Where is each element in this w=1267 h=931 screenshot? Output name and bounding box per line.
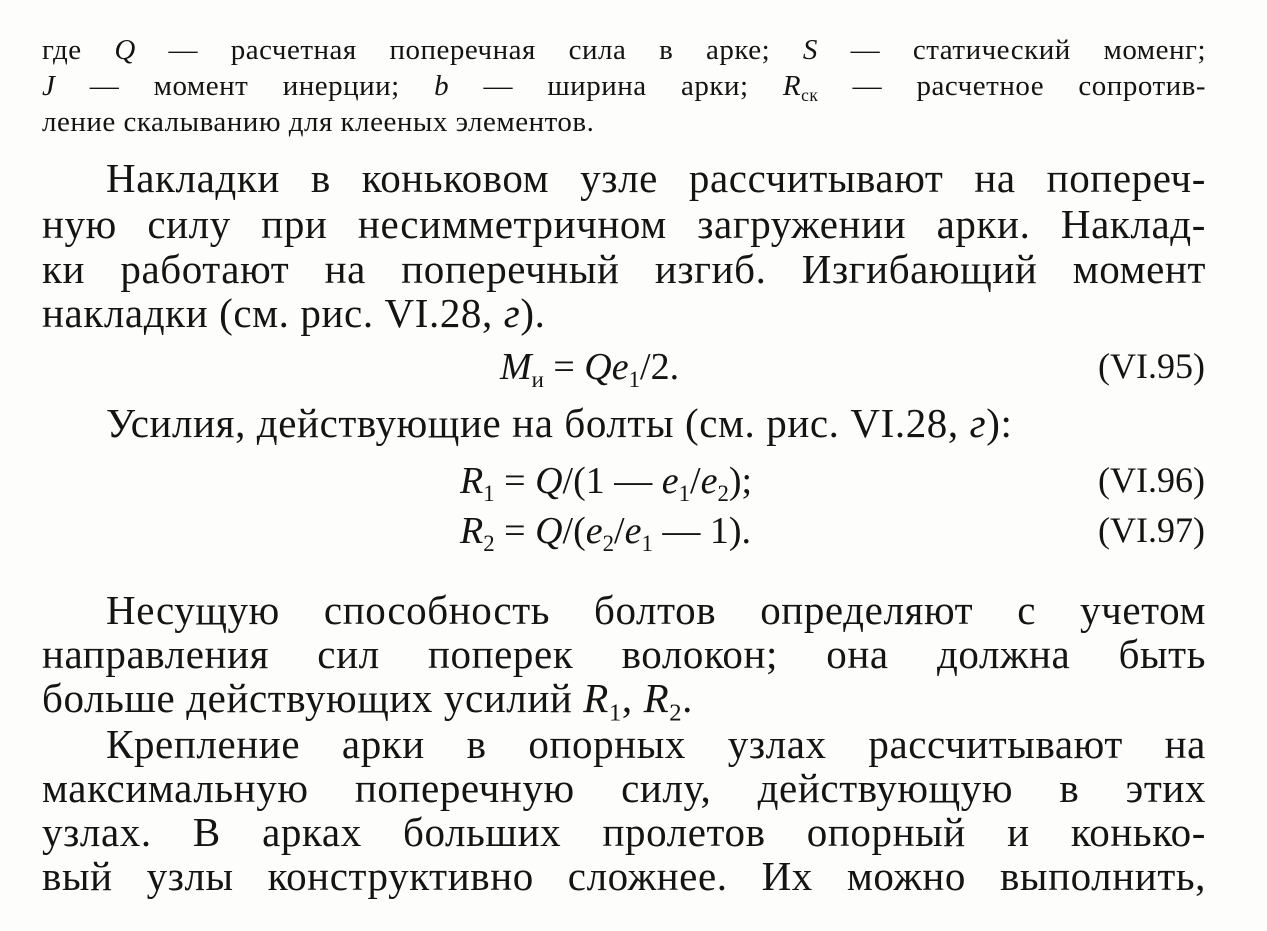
forces-intro-line: Усилия, действующие на болты (см. рис. VI.28, г): xyxy=(106,400,1013,446)
equation-vi-95-formula: $M_и = Qe_1/2$. xyxy=(500,346,680,392)
para1-line-1: Накладки в коньковом узле рассчитывают на попереч- xyxy=(106,155,1206,201)
para1-line-3: ки работают на поперечный изгиб. Изгибающий момент xyxy=(42,246,1206,292)
equation-vi-96-formula: $R_1 = Q/(1$ — $e_1/e_2$); xyxy=(460,460,753,506)
equation-vi-95 xyxy=(0,348,1267,394)
equation-vi-95-number: (VI.95) xyxy=(1098,346,1205,386)
equation-vi-97 xyxy=(0,512,1267,558)
equation-vi-96 xyxy=(0,462,1267,508)
footnote-line-1: где Q — расчетная поперечная сила в арке; S — статический моменг; xyxy=(42,34,1206,66)
para2-line-2: направления сил поперек волокон; она должна быть xyxy=(42,631,1206,677)
para3-line-3: узлах. В арках больших пролетов опорный и конько- xyxy=(42,809,1206,855)
equation-vi-97-formula: $R_2 = Q/(e_2/e_1$ — 1). xyxy=(460,510,752,556)
para3-line-1: Крепление арки в опорных узлах рассчитывают на xyxy=(106,721,1206,767)
equation-vi-97-number: (VI.97) xyxy=(1098,510,1205,550)
footnote-line-3: ление скалыванию для клееных элементов. xyxy=(42,106,595,138)
para2-line-1: Несущую способность болтов определяют с учетом xyxy=(106,587,1206,633)
footnote-line-2: J — момент инерции; b — ширина арки; $R_{ск}$ — расчетное сопротив- xyxy=(42,70,1206,106)
para3-line-2: максимальную поперечную силу, действующую в этих xyxy=(42,765,1206,811)
equation-vi-96-number: (VI.96) xyxy=(1098,460,1205,500)
para3-line-4: вый узлы конструктивно сложнее. Их можно выполнить, xyxy=(42,853,1206,899)
para2-line-3: больше действующих усилий $R_1$, $R_2$. xyxy=(42,675,693,727)
para1-line-2: ную силу при несимметричном загружении арки. Наклад- xyxy=(42,201,1206,247)
para1-line-4: накладки (см. рис. VI.28, г). xyxy=(42,290,546,336)
